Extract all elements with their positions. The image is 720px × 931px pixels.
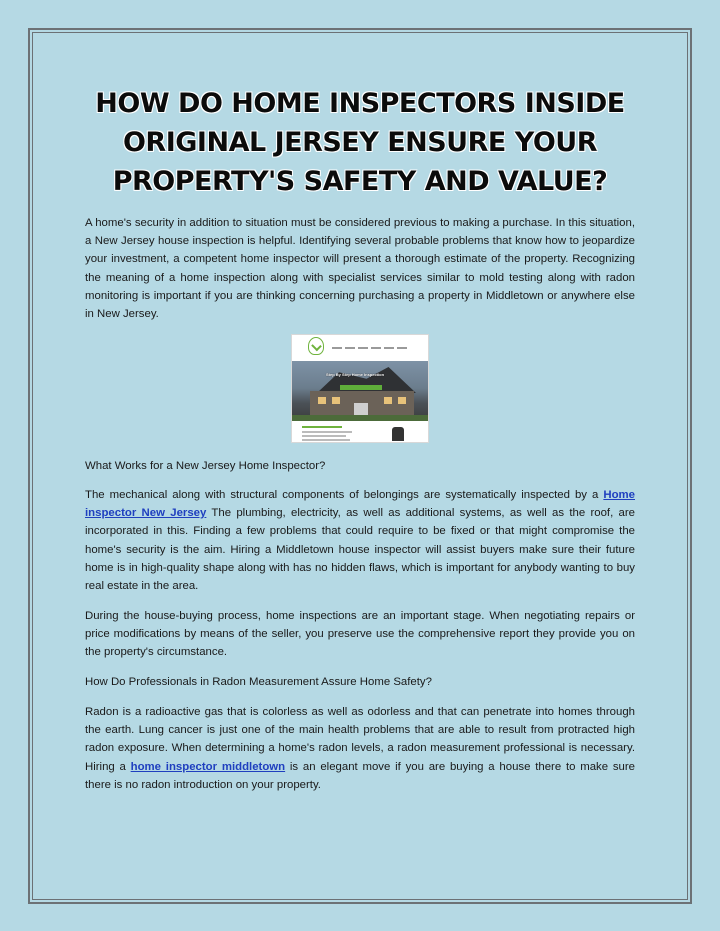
page-title: HOW DO HOME INSPECTORS INSIDE ORIGINAL JERSEY ENSURE YOUR PROPERTY'S SAFETY AND VALUE? bbox=[95, 88, 625, 197]
section2-heading: How Do Professionals in Radon Measurement Assure Home Safety? bbox=[85, 676, 432, 688]
website-screenshot-image bbox=[291, 334, 429, 443]
section1-paragraph-2: During the house-buying process, home inspections are an important stage. When negotiating repairs or price modifications by means of the seller, you preserve use the comprehensive report they provide you on the property's circumstance. bbox=[85, 610, 635, 659]
home-inspector-middletown-link[interactable]: home inspector middletown bbox=[130, 760, 286, 773]
screenshot-hero-button bbox=[340, 385, 382, 390]
intro-paragraph: A home's security in addition to situation must be considered previous to making a purchase. In this situation, a New Jersey house inspection is helpful. Identifying several probable problems that know how to jeopardize your investment, a competent home inspector will present a thorough estimate of the property. Recognizing the meaning of a home inspection along with specialist services similar to mold testing along with radon monitoring is important if you are thinking concerning purchasing a property in Middletown or anywhere else in New Jersey. bbox=[85, 217, 635, 321]
logo-icon bbox=[308, 337, 324, 355]
screenshot-header bbox=[292, 335, 428, 361]
section1-paragraph-1: The mechanical along with structural components of belongings are systematically inspected by a Home inspector New Jersey The plumbing, electricity, as well as additional systems, as well as the roof, are incorporated in this. Finding a few problems that could require to be fixed or that might compromise the home's security is the aim. Hiring a Middletown house inspector will assist buyers make sure their future home is in high-quality shape along with has no hidden flaws, which is important for anybody wanting to buy real estate in the area. bbox=[85, 489, 635, 593]
section1-heading: What Works for a New Jersey Home Inspector? bbox=[85, 460, 326, 472]
screenshot-nav bbox=[332, 347, 407, 349]
screenshot-footer bbox=[292, 421, 428, 443]
section2-paragraph-1: Radon is a radioactive gas that is colorless as well as odorless and that can penetrate into homes through the earth. Lung cancer is just one of the main health problems that are able to result from protracted high radon exposure. When determining a home's radon levels, a radon measurement professional is necessary. Hiring a home inspector middletown is an elegant move if you are buying a house there to make sure there is no radon introduction on your property. bbox=[85, 706, 636, 791]
screenshot-hero-house bbox=[292, 361, 428, 421]
screenshot-hero-text: Step By Step Home Inspection bbox=[326, 372, 385, 377]
home-inspector-new-jersey-link[interactable]: Home inspector New Jersey bbox=[85, 489, 635, 520]
